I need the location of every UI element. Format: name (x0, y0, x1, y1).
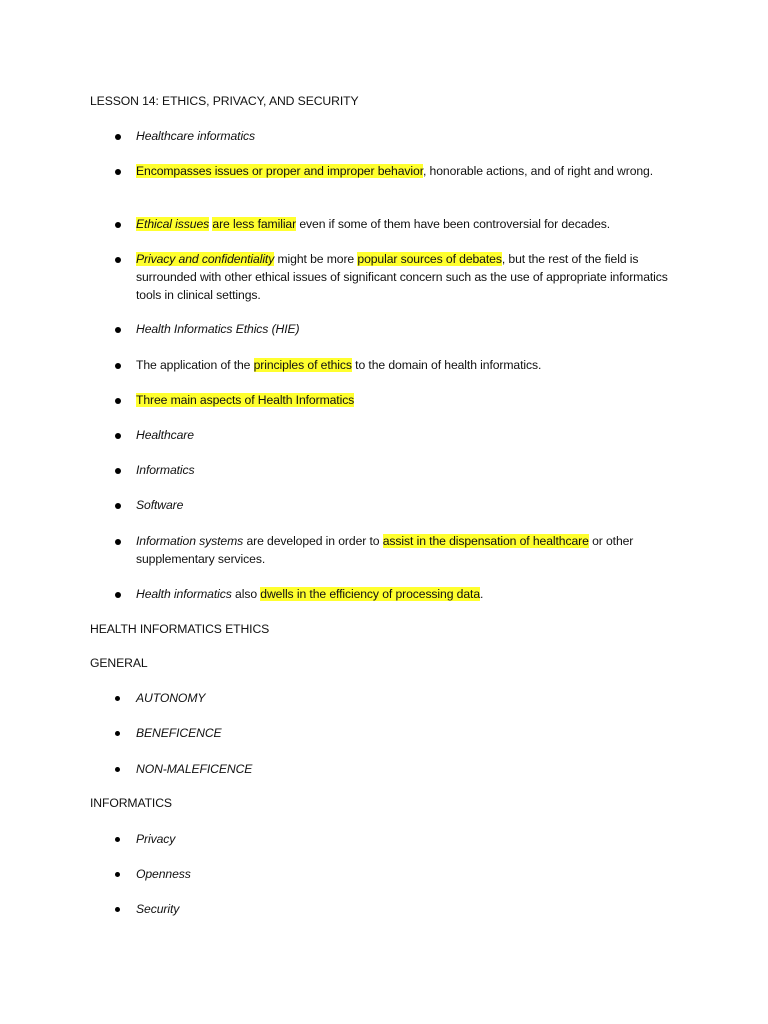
bullet-icon (115, 433, 121, 439)
list-item-text: Three main aspects of Health Informatics (136, 393, 355, 407)
list-item-text: Health Informatics Ethics (HIE) (136, 322, 300, 336)
section-title: HEALTH INFORMATICS ETHICS (90, 622, 270, 636)
list-item (136, 127, 696, 145)
bullet-icon (115, 731, 120, 736)
list-item-text: , but the rest of the field is surrounded with other ethical issues of significant concern such as the use of appropriate informatics tools in clinical settings. (136, 252, 668, 302)
lesson-title: LESSON 14: ETHICS, PRIVACY, AND SECURITY (90, 94, 359, 108)
bullet-icon (115, 907, 120, 912)
bullet-icon (115, 539, 121, 545)
list-item-text: Informatics (136, 463, 195, 477)
bullet-icon (115, 767, 120, 772)
list-item-text: even if some of them have been controversial for decades. (296, 217, 611, 231)
list-item-text: principles of ethics (253, 358, 352, 372)
general-label: GENERAL (90, 656, 148, 670)
bullet-icon (115, 134, 121, 140)
list-item (136, 320, 696, 338)
list-item-text: Health informatics (136, 587, 232, 601)
list-item-text: dwells in the efficiency of processing data (260, 587, 480, 601)
list-item (136, 356, 696, 374)
list-item (136, 162, 696, 180)
list-item-text: , honorable actions, and of right and wrong. (422, 164, 654, 178)
bullet-icon (115, 503, 121, 509)
list-item-text: are developed in order to (243, 534, 383, 548)
list-item-text: Encompasses issues or proper and improper behavior (136, 164, 423, 178)
informatics-label: INFORMATICS (90, 796, 172, 810)
bullet-icon (115, 696, 120, 701)
list-item-text: Healthcare informatics (136, 129, 256, 143)
list-item: NON-MALEFICENCE (136, 762, 253, 776)
bullet-icon (115, 468, 121, 474)
list-item: Privacy (136, 832, 176, 846)
list-item (136, 250, 696, 304)
bullet-icon (115, 169, 121, 175)
list-item: BENEFICENCE (136, 726, 222, 740)
list-item (136, 585, 696, 603)
bullet-icon (115, 398, 121, 404)
list-item-text: Privacy and confidentiality (136, 252, 275, 266)
list-item-text: Information systems (136, 534, 244, 548)
bullet-icon (115, 257, 121, 263)
list-item-text: also (231, 587, 261, 601)
list-item (136, 426, 696, 444)
list-item-text: or other supplementary services. (136, 534, 634, 566)
list-item (136, 391, 696, 409)
list-item-text: The application of the (136, 358, 254, 372)
bullet-icon (115, 872, 120, 877)
bullet-icon (115, 837, 120, 842)
bullet-icon (115, 222, 121, 228)
list-item: AUTONOMY (136, 691, 206, 705)
list-item: Openness (136, 867, 191, 881)
list-item-text: popular sources of debates (357, 252, 502, 266)
bullet-icon (115, 363, 121, 369)
list-item (136, 532, 696, 568)
list-item-text: might be more (274, 252, 358, 266)
list-item (136, 215, 696, 233)
list-item-text: assist in the dispensation of healthcare (382, 534, 589, 548)
list-item-text: Healthcare (136, 428, 194, 442)
list-item (136, 461, 696, 479)
list-item-text: to the domain of health informatics. (351, 358, 542, 372)
list-item (136, 496, 696, 514)
list-item-text: are less familiar (212, 217, 297, 231)
list-item-text: . (480, 587, 484, 601)
list-item: Security (136, 902, 180, 916)
bullet-icon (115, 327, 121, 333)
list-item-text: Software (136, 498, 184, 512)
bullet-icon (115, 592, 121, 598)
list-item-text: Ethical issues (136, 217, 210, 231)
